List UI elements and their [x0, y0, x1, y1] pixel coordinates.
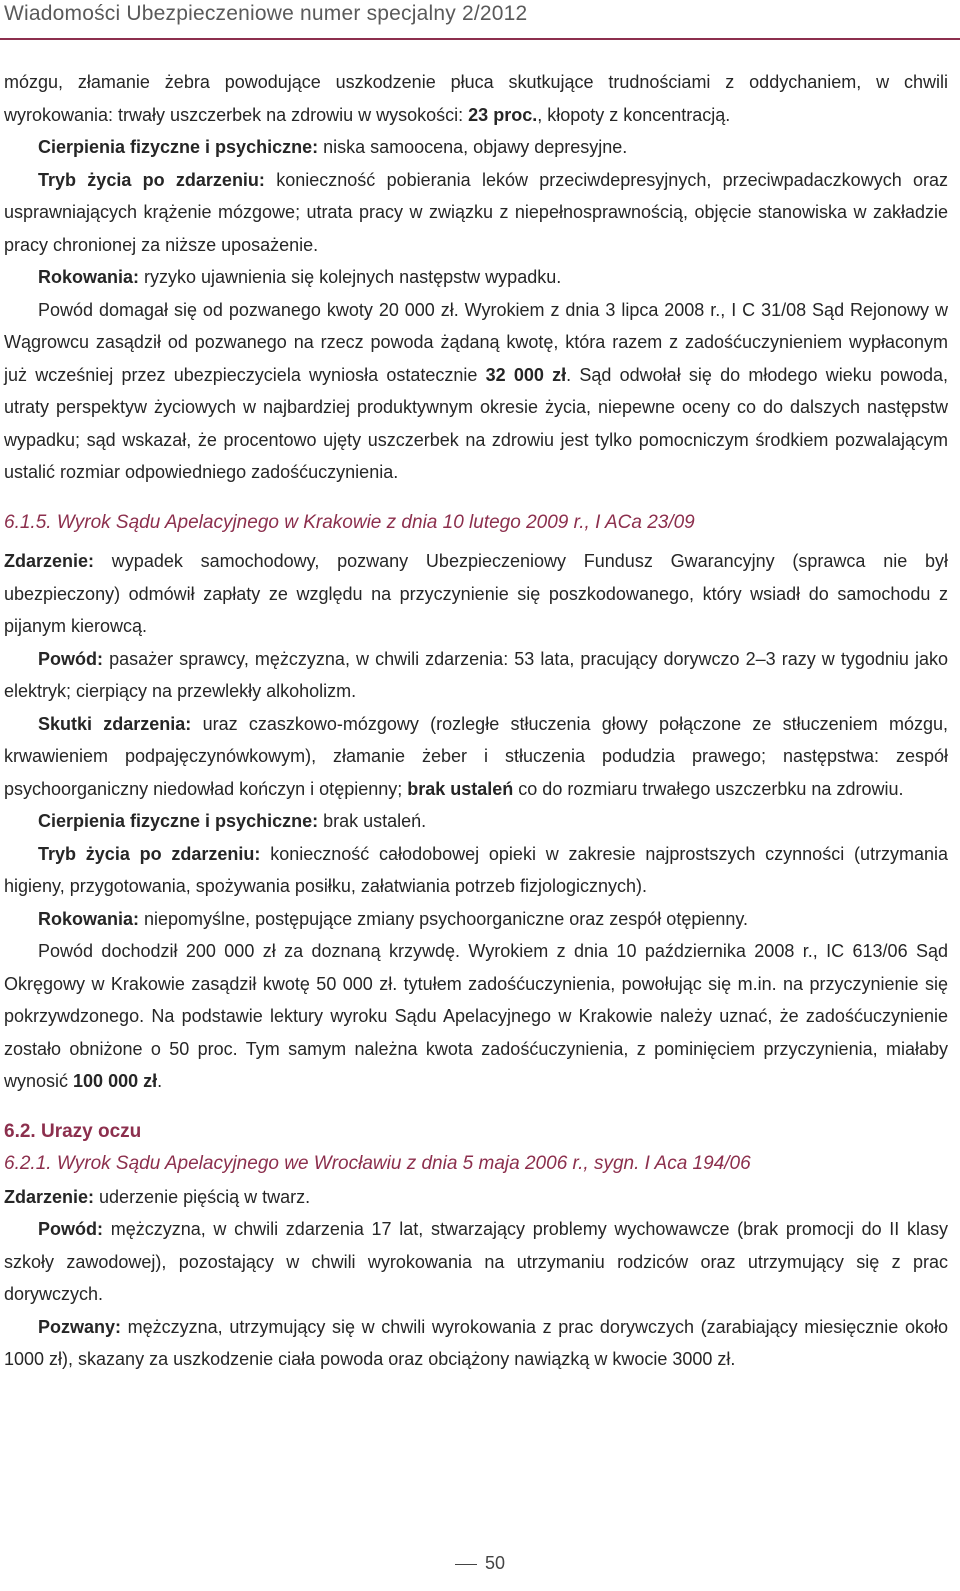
- paragraph: Powód: pasażer sprawcy, mężczyzna, w chwili zdarzenia: 53 lata, pracujący dorywczo 2–3 razy w tygodniu jako elektryk; cierpiący na przewlekły alkoholizm.: [4, 648, 948, 701]
- paragraph: Powód: mężczyzna, w chwili zdarzenia 17 lat, stwarzający problemy wychowawcze (brak promocji do II klasy szkoły zawodowej), pozostający w chwili wyrokowania na utrzymaniu rodziców oraz utrzymujący się z prac dorywczych.: [4, 1219, 948, 1304]
- paragraph: Zdarzenie: wypadek samochodowy, pozwany Ubezpieczeniowy Fundusz Gwarancyjny (sprawca nie był ubezpieczony) odmówił zapłaty ze względu na przyczynienie się poszkodowanego, który wsiadł do samochodu z pijanym kierowcą.: [4, 551, 948, 636]
- paragraph: Tryb życia po zdarzeniu: konieczność całodobowej opieki w zakresie najprostszych czynności (utrzymania higieny, przygotowania, spożywania posiłku, załatwiania potrzeb fizjologicznych).: [4, 843, 949, 896]
- page-number: 50: [484, 1553, 506, 1573]
- footer-dash: [455, 1564, 477, 1565]
- section-heading: 6.2. Urazy oczu: [4, 1120, 142, 1142]
- paragraph: Cierpienia fizyczne i psychiczne: brak ustaleń.: [38, 811, 427, 831]
- page-header: [0, 0, 960, 40]
- paragraph: Rokowania: ryzyko ujawnienia się kolejnych następstw wypadku.: [38, 267, 562, 287]
- paragraph: Powód domagał się od pozwanego kwoty 20 000 zł. Wyrokiem z dnia 3 lipca 2008 r., I C 31/08 Sąd Rejonowy w Wągrowcu zasądził od pozwanego na rzecz powoda żądaną kwotę, która razem z zadośćuczynieniem wypłaconym już wcześniej przez ubezpieczyciela wyniosła ostatecznie 32 000 zł. Sąd odwołał się do młodego wieku powoda, utraty perspektyw życiowych w najbardziej produktywnym okresie życia, niepewne oceny co do dalszych następstw wypadku; sąd wskazał, że procentowo ujęty uszczerbek na zdrowiu jest tylko pomocniczym środkiem pozwalającym ustalić rozmiar odpowiedniego zadośćuczynienia.: [4, 299, 949, 482]
- paragraph: Skutki zdarzenia: uraz czaszkowo-mózgowy (rozległe stłuczenia głowy połączone ze stłuczeniem mózgu, krwawieniem podpajęczynówkowym), złamanie żeber i stłuczenia podudzia prawego; następstwa: zespół psychoorganiczny niedowład kończyn i otępienny; brak ustaleń co do rozmiaru trwałego uszczerbku na zdrowiu.: [4, 713, 948, 799]
- page-footer: [0, 1553, 960, 1574]
- paragraph: Powód dochodził 200 000 zł za doznaną krzywdę. Wyrokiem z dnia 10 października 2008 r., IC 613/06 Sąd Okręgowy w Krakowie zasądził kwotę 50 000 zł. tytułem zadośćuczynienia, powołując się m.in. na przyczynienie się pokrzywdzonego. Na podstawie lektury wyroku Sądu Apelacyjnego w Krakowie należy uznać, że zadośćuczynienie zostało obniżone o 50 proc. Tym samym należna kwota zadośćuczynienia, z pominięciem przyczynienia, miałaby wynosić 100 000 zł.: [4, 941, 948, 1091]
- section-heading: 6.1.5. Wyrok Sądu Apelacyjnego w Krakowie z dnia 10 lutego 2009 r., I ACa 23/09: [4, 511, 695, 533]
- paragraph: Pozwany: mężczyzna, utrzymujący się w chwili wyrokowania z prac dorywczych (zarabiający miesięcznie około 1000 zł), skazany za uszkodzenie ciała powoda oraz obciążony nawiązką w kwocie 3000 zł.: [4, 1316, 948, 1369]
- paragraph: mózgu, złamanie żebra powodujące uszkodzenie płuca skutkujące trudnościami z oddychaniem, w chwili wyrokowania: trwały uszczerbek na zdrowiu w wysokości: 23 proc., kłopoty z koncentracją.: [4, 72, 948, 125]
- subsection-heading: 6.2.1. Wyrok Sądu Apelacyjnego we Wrocławiu z dnia 5 maja 2006 r., sygn. I Aca 194/06: [4, 1153, 751, 1174]
- paragraph: Cierpienia fizyczne i psychiczne: niska samoocena, objawy depresyjne.: [38, 137, 628, 157]
- journal-title: Wiadomości Ubezpieczeniowe numer specjalny 2/2012: [4, 2, 528, 25]
- paragraph: Zdarzenie: uderzenie pięścią w twarz.: [4, 1186, 311, 1207]
- paragraph: Rokowania: niepomyślne, postępujące zmiany psychoorganiczne oraz zespół otępienny.: [38, 908, 749, 929]
- article-body: [4, 66, 948, 1376]
- paragraph: Tryb życia po zdarzeniu: konieczność pobierania leków przeciwdepresyjnych, przeciwpadaczkowych oraz usprawniających krążenie mózgowe; utrata pracy w związku z niepełnosprawnością, objęcie stanowiska w zakładzie pracy chronionej za niższe uposażenie.: [4, 169, 949, 255]
